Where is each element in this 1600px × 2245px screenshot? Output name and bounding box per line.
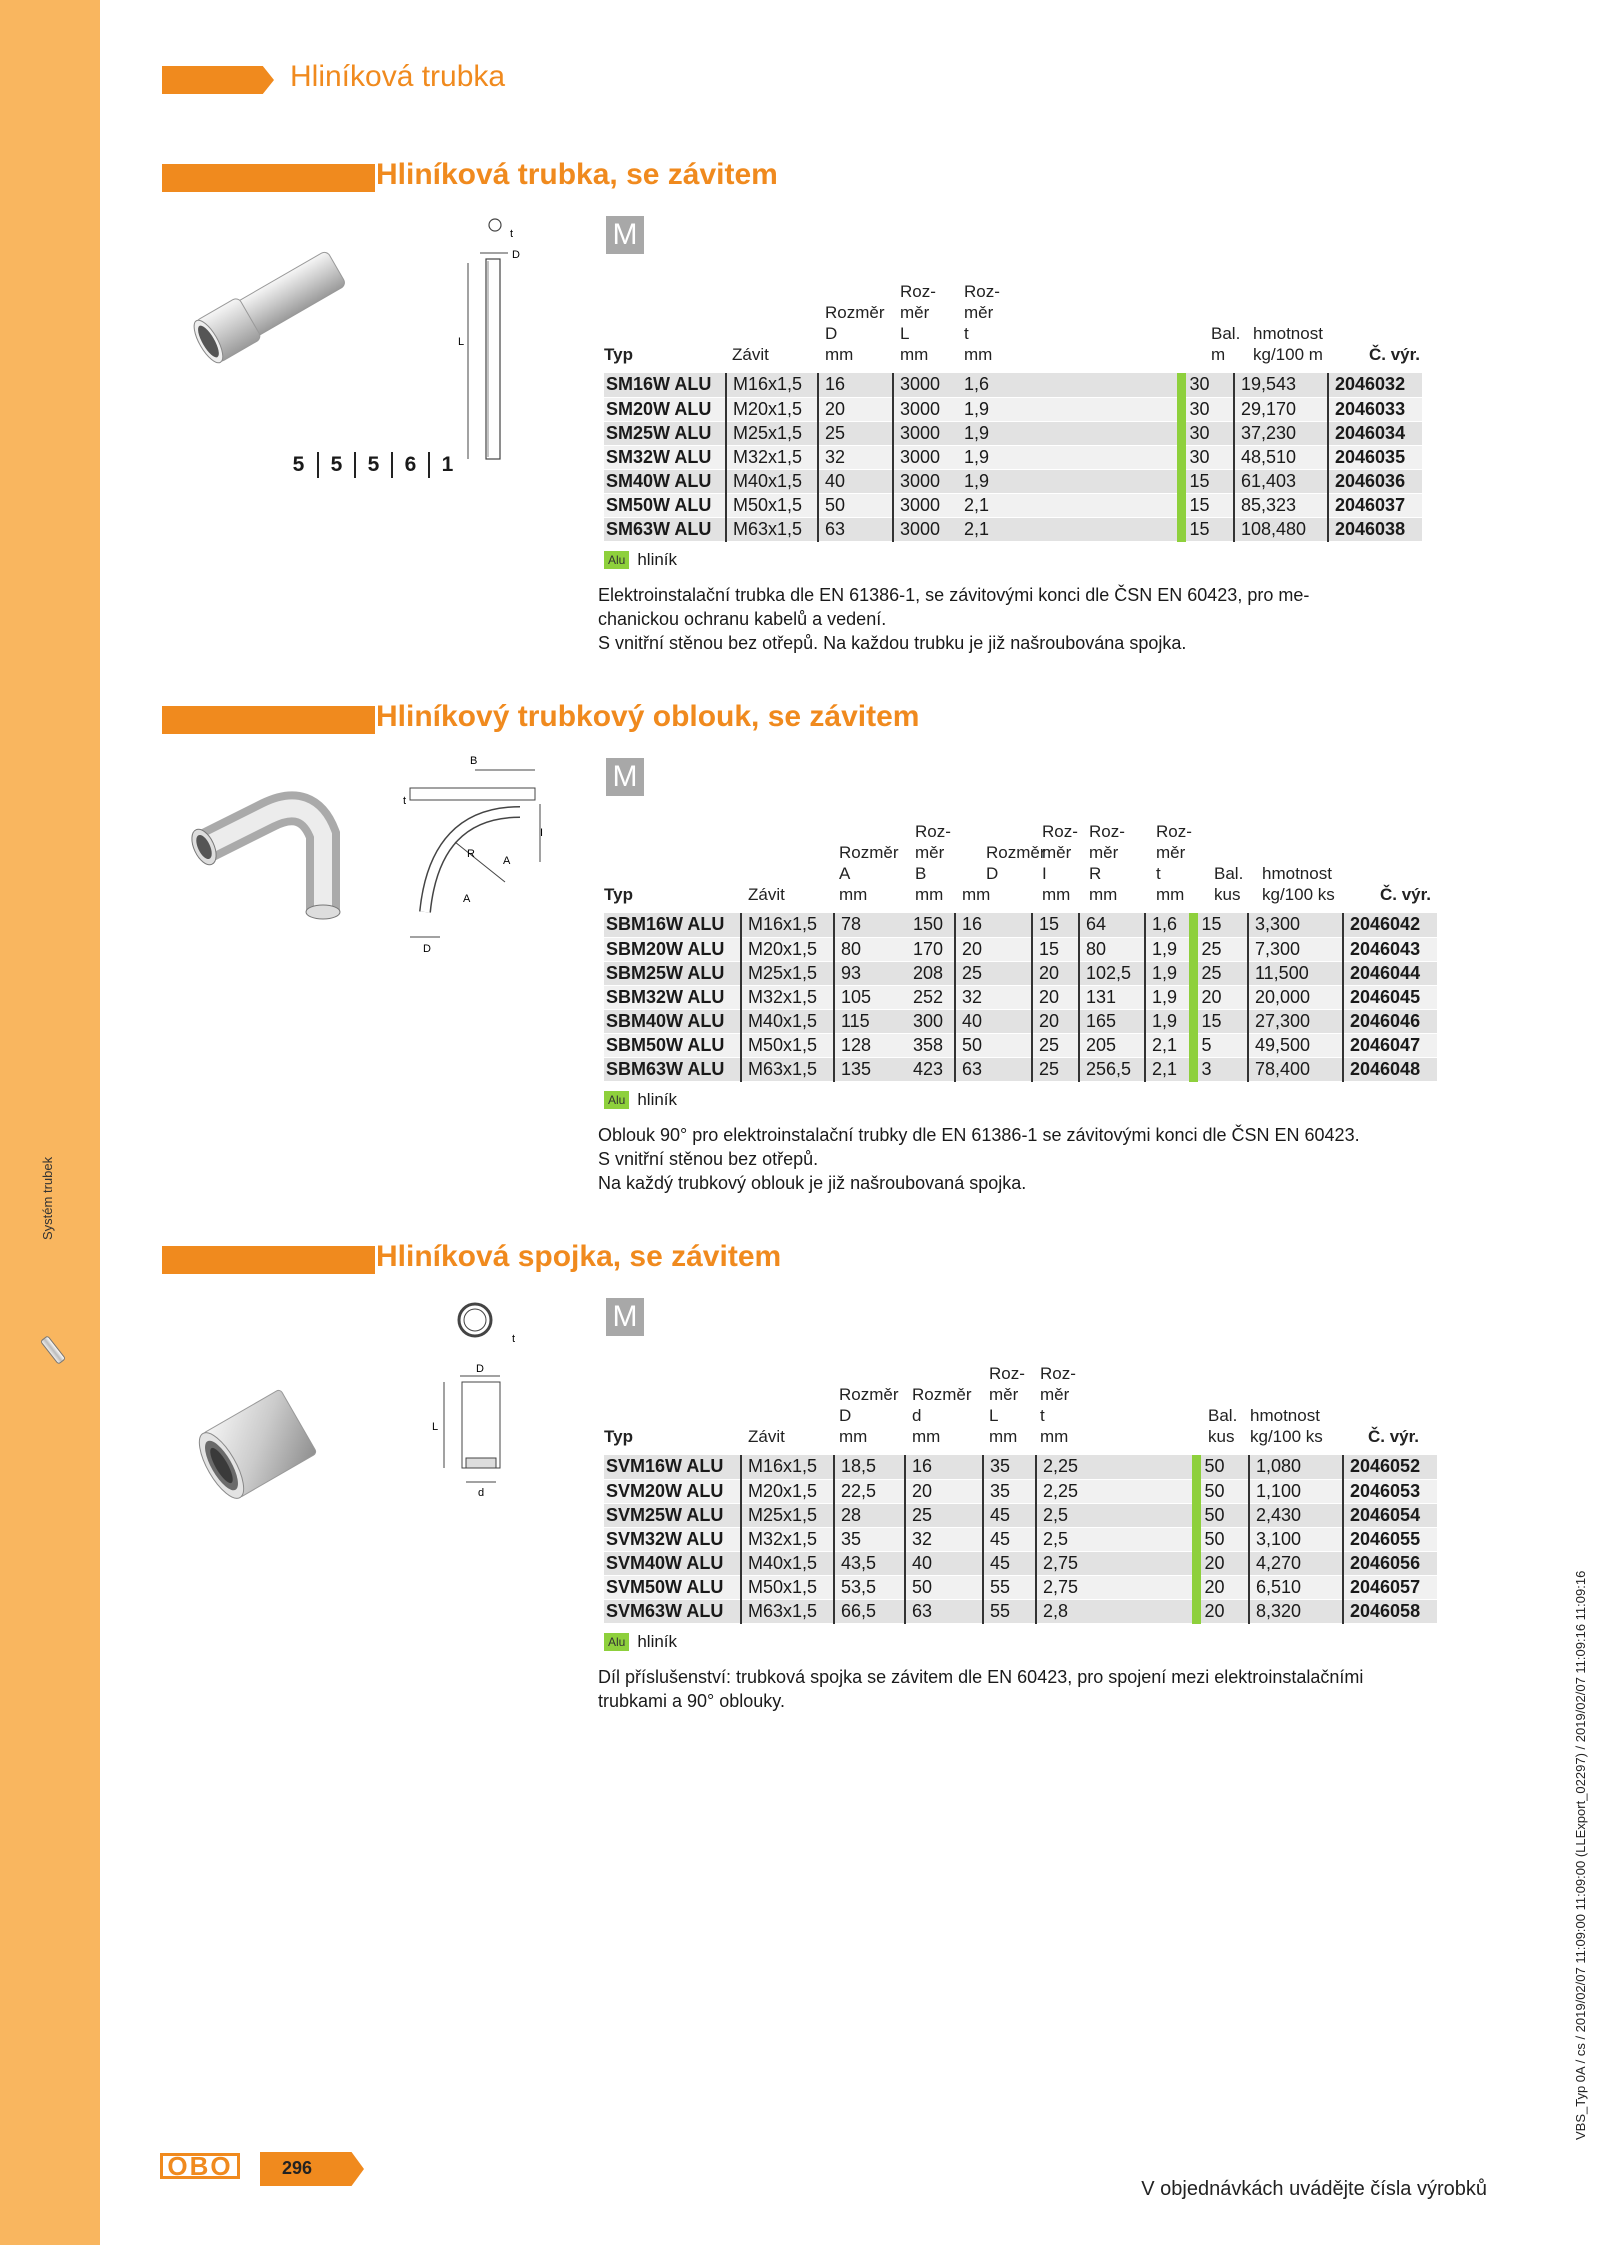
table-row: SBM20W ALU M20x1,5 80 170 20 15 80 1,9 25 7,300 2046043 bbox=[604, 937, 1437, 961]
table-row: SM20W ALU M20x1,5 20 3000 1,9 30 29,170 2046033 bbox=[604, 397, 1422, 421]
alu-badge: Alu bbox=[604, 551, 629, 569]
svg-text:D: D bbox=[476, 1363, 484, 1375]
pictogram: 5 bbox=[354, 452, 391, 478]
svg-text:I: I bbox=[540, 827, 544, 839]
svg-text:d: d bbox=[478, 1487, 485, 1499]
left-strip bbox=[0, 0, 100, 2245]
svg-text:t: t bbox=[512, 1333, 516, 1345]
table-row: SVM50W ALU M50x1,5 53,5 50 55 2,75 20 6,510 2046057 bbox=[604, 1575, 1437, 1599]
description: Oblouk 90° pro elektroinstalační trubky dle EN 61386-1 se závitovými konci dle ČSN EN 60423. S vnitřní stěnou bez otřepů. Na každý trubkový oblouk je již našroubovaná spojka. bbox=[598, 1125, 1360, 1193]
footer-note: V objednávkách uvádějte čísla výrobků bbox=[1141, 2178, 1487, 2200]
m-badge: M bbox=[606, 216, 644, 254]
material-label: hliník bbox=[637, 1090, 678, 1109]
table-row: SVM25W ALU M25x1,5 28 25 45 2,5 50 2,430 2046054 bbox=[604, 1503, 1437, 1527]
svg-text:R: R bbox=[467, 848, 475, 860]
svg-text:L: L bbox=[458, 336, 465, 348]
tube-dimension-drawing bbox=[420, 215, 540, 465]
obo-logo-text: OBO bbox=[167, 2151, 233, 2181]
alu-badge: Alu bbox=[604, 1633, 629, 1651]
page-number: 296 bbox=[282, 2158, 313, 2178]
side-label: Systém trubek bbox=[40, 1156, 55, 1240]
svg-text:A: A bbox=[463, 893, 471, 905]
table-row: SBM40W ALU M40x1,5 115 300 40 20 165 1,9 15 27,300 2046046 bbox=[604, 1009, 1437, 1033]
svg-text:L: L bbox=[432, 1421, 439, 1433]
table-row: SVM63W ALU M63x1,5 66,5 63 55 2,8 20 8,320 2046058 bbox=[604, 1599, 1437, 1623]
material-row bbox=[604, 1090, 677, 1110]
section-bar bbox=[162, 706, 375, 734]
vertical-meta: VBS_Typ 0A / cs / 2019/02/07 11:09:00 11:09:00 (LLExport_02297) / 2019/02/07 11:09:16 11:09:16 bbox=[1573, 1570, 1588, 2140]
pictogram: 1 bbox=[428, 452, 465, 478]
pictogram: 5 bbox=[317, 452, 354, 478]
section-title: Hliníková trubka, se závitem bbox=[376, 158, 778, 191]
table-row: SVM16W ALU M16x1,5 18,5 16 35 2,25 50 1,080 2046052 bbox=[604, 1455, 1437, 1479]
svg-text:D: D bbox=[423, 943, 431, 955]
svg-text:t: t bbox=[510, 228, 514, 240]
m-badge: M bbox=[606, 1298, 644, 1336]
product-table bbox=[604, 913, 1437, 1082]
table-row: SBM16W ALU M16x1,5 78 150 16 15 64 1,6 15 3,300 2046042 bbox=[604, 913, 1437, 937]
pictogram: 6 bbox=[391, 452, 428, 478]
section-bar bbox=[162, 164, 375, 192]
alu-badge: Alu bbox=[604, 1091, 629, 1109]
m-badge: M bbox=[606, 758, 644, 796]
material-label: hliník bbox=[637, 550, 678, 569]
table-row: SM25W ALU M25x1,5 25 3000 1,9 30 37,230 2046034 bbox=[604, 421, 1422, 445]
table-row: SBM32W ALU M32x1,5 105 252 32 20 131 1,9 20 20,000 2046045 bbox=[604, 985, 1437, 1009]
material-row bbox=[604, 550, 677, 570]
product-table bbox=[604, 1455, 1437, 1624]
pictogram-row bbox=[280, 452, 465, 478]
table-row: SVM20W ALU M20x1,5 22,5 20 35 2,25 50 1,100 2046053 bbox=[604, 1479, 1437, 1503]
table-row: SM50W ALU M50x1,5 50 3000 2,1 15 85,323 2046037 bbox=[604, 493, 1422, 517]
section-bar bbox=[162, 1246, 375, 1274]
table-header: Roz- Roz- Roz- Roz- Rozměr měr Rozměr měr měr měr A B D I R t Bal. hmotnost Typ Závit mm mm mm mm mm mm kus kg/100 ks Č. výr. bbox=[604, 822, 1432, 904]
table-row: SVM32W ALU M32x1,5 35 32 45 2,5 50 3,100 2046055 bbox=[604, 1527, 1437, 1551]
table-row: SBM50W ALU M50x1,5 128 358 50 25 205 2,1 5 49,500 2046047 bbox=[604, 1033, 1437, 1057]
table-row: SVM40W ALU M40x1,5 43,5 40 45 2,75 20 4,270 2046056 bbox=[604, 1551, 1437, 1575]
table-header: Roz- Roz- Rozměr měr měr D L t Bal. hmotnost Typ Závit mm mm mm m kg/100 m Č. výr. bbox=[604, 282, 1421, 364]
bend-dimension-drawing bbox=[395, 752, 555, 962]
svg-text:t: t bbox=[403, 795, 407, 807]
svg-text:B: B bbox=[470, 755, 478, 767]
material-label: hliník bbox=[637, 1632, 678, 1651]
table-row: SBM63W ALU M63x1,5 135 423 63 25 256,5 2,1 3 78,400 2046048 bbox=[604, 1057, 1437, 1081]
table-row: SM63W ALU M63x1,5 63 3000 2,1 15 108,480 2046038 bbox=[604, 517, 1422, 541]
table-header: Roz- Roz- Rozměr Rozměr měr měr D d L t Bal. hmotnost Typ Závit mm mm mm mm kus kg/100 ks Č. výr. bbox=[604, 1364, 1420, 1446]
aluminium-coupling-photo bbox=[190, 1380, 325, 1510]
table-row: SM16W ALU M16x1,5 16 3000 1,6 30 19,543 2046032 bbox=[604, 373, 1422, 397]
page-title: Hliníková trubka bbox=[290, 60, 506, 93]
table-row: SM32W ALU M32x1,5 32 3000 1,9 30 48,510 2046035 bbox=[604, 445, 1422, 469]
material-row bbox=[604, 1632, 677, 1652]
svg-text:D: D bbox=[512, 249, 520, 261]
section-title: Hliníková spojka, se závitem bbox=[376, 1240, 782, 1273]
pictogram: 5 bbox=[292, 453, 305, 476]
header-tab bbox=[162, 66, 274, 94]
table-row: SM40W ALU M40x1,5 40 3000 1,9 15 61,403 2046036 bbox=[604, 469, 1422, 493]
svg-text:A: A bbox=[503, 855, 511, 867]
section-title: Hliníkový trubkový oblouk, se závitem bbox=[376, 700, 920, 733]
aluminium-tube-photo bbox=[178, 245, 348, 375]
description: Elektroinstalační trubka dle EN 61386-1, se závitovými konci dle ČSN EN 60423, pro me- chanickou ochranu kabelů a vedení. S vnitřní stěnou bez otřepů. Na každou trubku je již našroubována spojka. bbox=[598, 585, 1310, 653]
table-row: SBM25W ALU M25x1,5 93 208 25 20 102,5 1,9 25 11,500 2046044 bbox=[604, 961, 1437, 985]
description: Díl příslušenství: trubková spojka se závitem dle EN 60423, pro spojení mezi elektroinstalačními trubkami a 90° oblouky. bbox=[598, 1667, 1364, 1711]
aluminium-bend-photo bbox=[168, 780, 358, 935]
product-table bbox=[604, 373, 1422, 542]
coupling-dimension-drawing bbox=[420, 1290, 530, 1500]
